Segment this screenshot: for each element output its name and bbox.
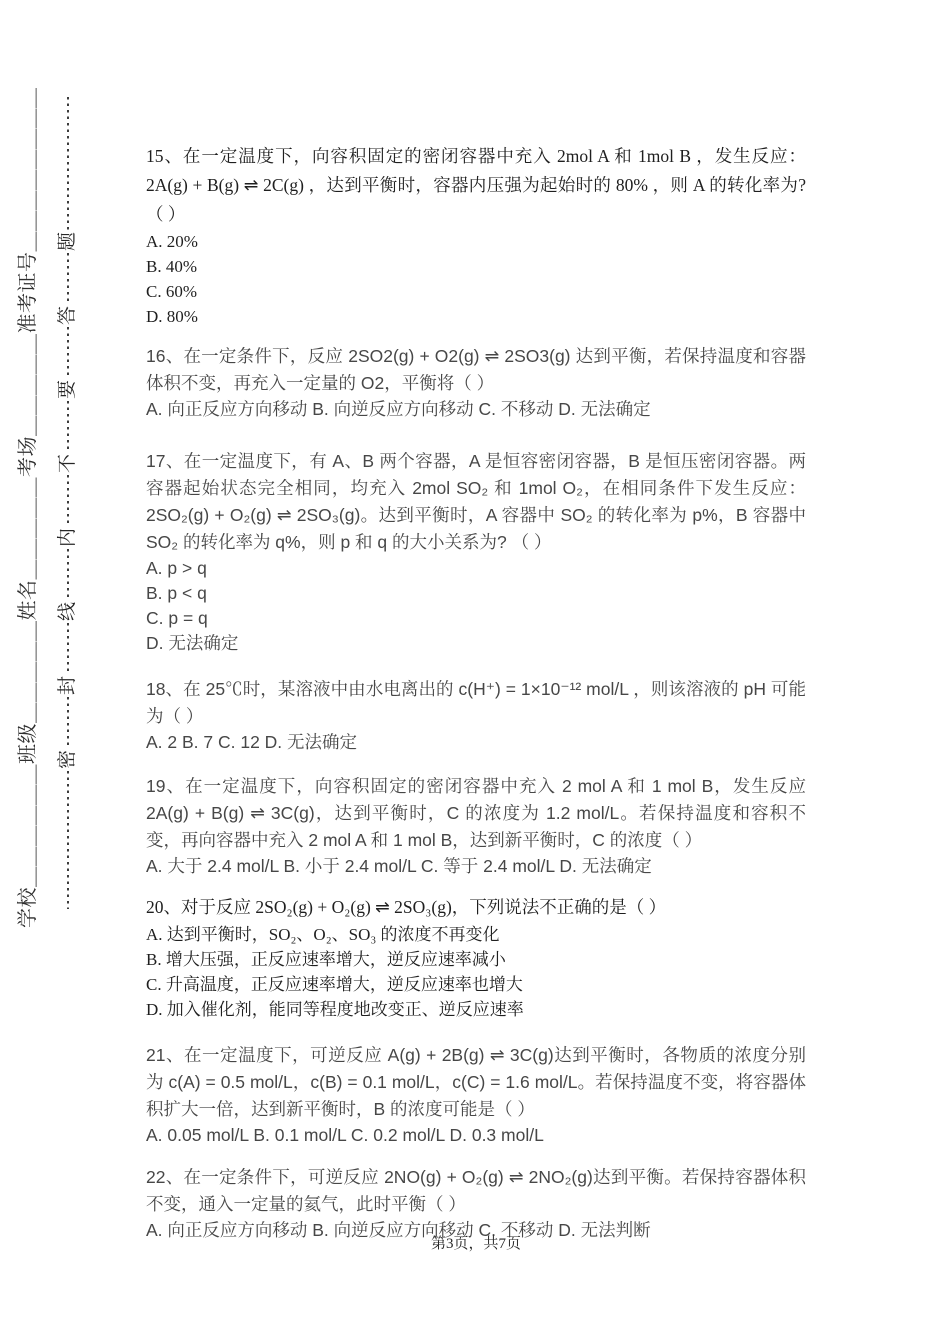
seal-dots (67, 697, 69, 748)
question-17-option-b: B. p < q (146, 583, 207, 603)
question-15-option-b: B. 40% (146, 257, 197, 276)
seal-dots (67, 253, 69, 304)
question-15-option-a: A. 20% (146, 232, 198, 251)
seal-char: 答 (57, 305, 79, 325)
question-19 (146, 773, 806, 879)
question-17 (146, 448, 806, 656)
seal-dots (67, 97, 69, 230)
seal-char: 内 (57, 527, 79, 548)
seal-dots (67, 623, 69, 674)
seal-dots (67, 401, 69, 452)
question-19-stem: 19、在一定温度下，向容积固定的密闭容器中充入 2 mol A 和 1 mol B，发生反应 2A(g) + B(g) ⇌ 3C(g)，达到平衡时，C 的浓度为 1.2 mol/L。若保持温度和容积不变，再向容器中充入 2 mol A 和 1 mol B，达到新平衡时，C 的浓度（ ） (146, 776, 806, 850)
question-21-stem: 21、在一定温度下，可逆反应 A(g) + 2B(g) ⇌ 3C(g)达到平衡时，各物质的浓度分别为 c(A) = 0.5 mol/L，c(B) = 0.1 mol/L，c(C) = 1.6 mol/L。若保持温度不变，将容器体积扩大一倍，达到新平衡时，B 的浓度可能是（ ） (146, 1045, 806, 1119)
question-15-stem: 15、在一定温度下，向容积固定的密闭容器中充入 2mol A 和 1mol B ，发生反应：2A(g) + B(g) ⇌ 2C(g) ，达到平衡时，容器内压强为起始时的 80% ，则 A 的转化率为? （ ） (146, 146, 806, 224)
seal-dots (67, 771, 69, 909)
seal-char: 不 (57, 453, 79, 473)
seal-char: 密 (57, 750, 79, 770)
question-20-option-a: A. 达到平衡时，SO₂、O₂、SO₃ 的浓度不再变化 (146, 925, 500, 944)
question-21-options: A. 0.05 mol/L B. 0.1 mol/L C. 0.2 mol/L D. 0.3 mol/L (146, 1125, 544, 1145)
question-18-stem: 18、在 25℃时，某溶液中由水电离出的 c(H⁺) = 1×10⁻¹² mol/L ，则该溶液的 pH 可能为（ ） (146, 679, 806, 726)
question-17-option-a: A. p > q (146, 558, 207, 578)
seal-dots (67, 549, 69, 600)
question-20-option-c: C. 升高温度，正反应速率增大，逆反应速率也增大 (146, 975, 523, 994)
question-16-stem: 16、在一定条件下，反应 2SO2(g) + O2(g) ⇌ 2SO3(g) 达到平衡，若保持温度和容器体积不变，再充入一定量的 O2，平衡将（ ） (146, 346, 806, 393)
question-19-options: A. 大于 2.4 mol/L B. 小于 2.4 mol/L C. 等于 2.4 mol/L D. 无法确定 (146, 856, 652, 876)
question-16-options: A. 向正反应方向移动 B. 向逆反应方向移动 C. 不移动 D. 无法确定 (146, 399, 651, 419)
question-20-option-d: D. 加入催化剂，能同等程度地改变正、逆反应速率 (146, 1000, 524, 1019)
question-17-option-d: D. 无法确定 (146, 633, 239, 653)
question-22-stem: 22、在一定条件下，可逆反应 2NO(g) + O₂(g) ⇌ 2NO₂(g)达到平衡。若保持容器体积不变，通入一定量的氦气，此时平衡（ ） (146, 1167, 806, 1214)
question-20 (146, 893, 806, 1022)
question-18 (146, 676, 806, 755)
question-15 (146, 142, 806, 329)
question-17-option-c: C. p = q (146, 608, 208, 628)
question-20-option-b: B. 增大压强，正反应速率增大，逆反应速率减小 (146, 950, 506, 969)
question-16 (146, 343, 806, 422)
seal-char: 线 (57, 602, 79, 622)
seal-char: 要 (57, 379, 79, 399)
question-17-stem: 17、在一定温度下，有 A、B 两个容器，A 是恒容密闭容器，B 是恒压密闭容器。两容器起始状态完全相同，均充入 2mol SO₂ 和 1mol O₂，在相同条件下发生反应：2SO₂(g) + O₂(g) ⇌ 2SO₃(g)。达到平衡时，A 容器中 SO₂ 的转化率为 p%，B 容器中 SO₂ 的转化率为 q%，则 p 和 q 的大小关系为? （ ） (146, 451, 806, 552)
question-column (146, 142, 806, 1243)
seal-char: 封 (57, 676, 79, 696)
question-15-option-d: D. 80% (146, 307, 198, 326)
seal-dots (67, 327, 69, 378)
question-15-option-c: C. 60% (146, 282, 197, 301)
seal-dots (67, 475, 69, 526)
question-22-options: A. 向正反应方向移动 B. 向逆反应方向移动 C. 不移动 D. 无法判断 (146, 1220, 651, 1240)
seal-char: 题 (57, 231, 79, 251)
question-21 (146, 1042, 806, 1148)
seal-line (57, 97, 79, 909)
page-footer: 第3页，共7页 (430, 1236, 521, 1252)
student-info-fields: 学校＿＿＿＿＿＿班级＿＿＿＿＿姓名＿＿＿＿＿考场＿＿＿＿＿准考证号＿＿＿＿＿＿＿＿ (17, 87, 39, 928)
question-20-stem: 20、对于反应 2SO₂(g) + O₂(g) ⇌ 2SO₃(g)，下列说法不正确的是（ ） (146, 897, 667, 917)
question-18-options: A. 2 B. 7 C. 12 D. 无法确定 (146, 732, 358, 752)
